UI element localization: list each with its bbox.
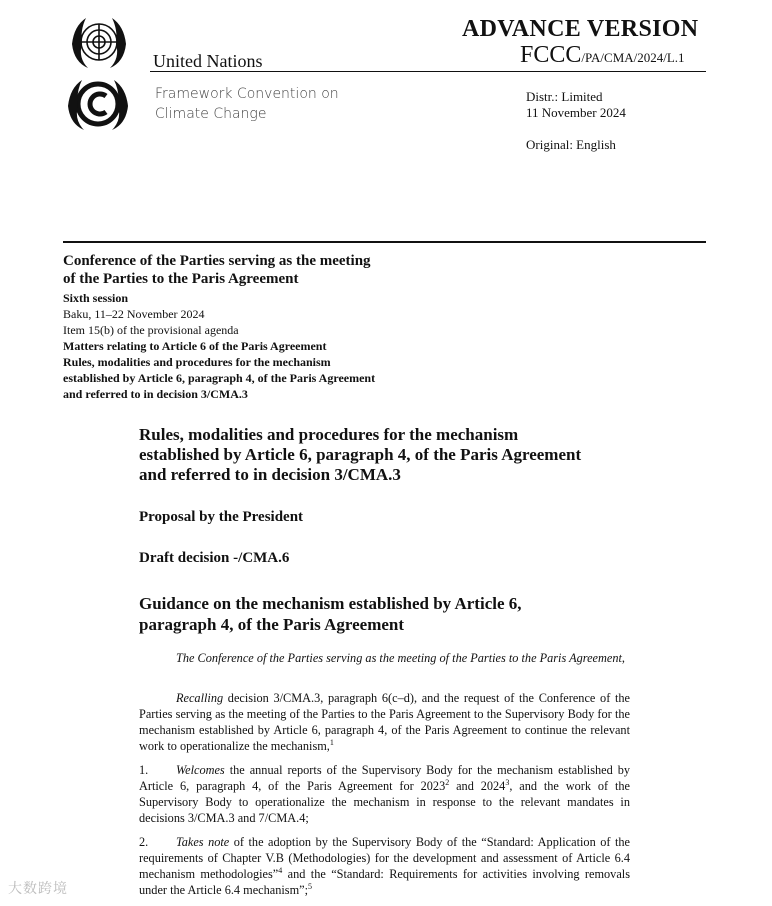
document-symbol: [520, 42, 685, 69]
convention-name-line2: Climate Change: [155, 106, 267, 122]
proposal-heading: Proposal by the President: [139, 509, 304, 525]
guidance-line2: paragraph 4, of the Paris Agreement: [139, 615, 405, 634]
preamble-paragraph: [139, 650, 630, 666]
document-date: 11 November 2024: [526, 105, 626, 120]
session: Sixth session: [63, 291, 129, 305]
paragraph-1-text: the annual reports of the Supervisory Body for the mechanism established by Article 6, paragraph 4, of the Paris Agreement for 2023: [139, 763, 630, 793]
footnote-ref: 3: [505, 777, 510, 787]
guidance-line1: Guidance on the mechanism established by Article 6,: [139, 594, 522, 613]
meeting-body: [63, 252, 371, 288]
unfccc-emblem-logo: [62, 74, 134, 138]
recalling-text: decision 3/CMA.3, paragraph 6(c–d), and the request of the Conference of the Parties serving as the meeting of the Parties to the Paris Agreement to the Supervisory Body for the mechanism established by Article 6, paragraph 4, of the Paris Agreement to continue the relevant work to operationalize the mechanism,: [139, 691, 630, 753]
org-name: United Nations: [153, 51, 263, 71]
title-line3: and referred to in decision 3/CMA.3: [139, 465, 401, 484]
footnote-ref: 2: [445, 777, 450, 787]
guidance-heading: [139, 593, 522, 635]
symbol-main: FCCC: [520, 42, 582, 68]
paragraph-2-italic: Takes note: [176, 835, 230, 849]
paragraph-1-text: , and the work of the Supervisory Body to operationalize the mechanism in response to the relevant mandates in decisions 3/CMA.3 and 7/CMA.4;: [139, 779, 631, 825]
meeting-body-line2: of the Parties to the Paris Agreement: [63, 271, 299, 287]
original-language: Original: English: [526, 137, 616, 152]
distribution: Distr.: Limited: [526, 89, 603, 104]
place-date: Baku, 11–22 November 2024: [63, 307, 205, 321]
section-divider: [63, 241, 706, 243]
title-line2: established by Article 6, paragraph 4, of the Paris Agreement: [139, 445, 582, 464]
watermark: 大数跨境: [8, 881, 68, 897]
symbol-suffix: /PA/CMA/2024/L.1: [581, 50, 685, 65]
meeting-body-line1: Conference of the Parties serving as the meeting: [63, 253, 371, 269]
title-line1: Rules, modalities and procedures for the mechanism: [139, 425, 519, 444]
agenda-item: Item 15(b) of the provisional agenda: [63, 323, 239, 337]
advance-version-label: ADVANCE VERSION: [462, 16, 699, 42]
paragraph-1-text: and 2024: [449, 779, 506, 793]
footnote-ref: 1: [329, 737, 334, 747]
draft-decision-heading: Draft decision -/CMA.6: [139, 550, 290, 566]
agenda-rules-line1: Rules, modalities and procedures for the mechanism: [63, 355, 331, 369]
recalling-paragraph: [139, 690, 630, 754]
preamble-italic: The Conference of the Parties serving as the meeting of the Parties to the Paris Agreement: [176, 651, 622, 665]
paragraph-2-text: and the “Standard: Requirements for activities involving removals under the Article 6.4 mechanism”;: [139, 867, 630, 897]
paragraph-2-text: of the adoption by the Supervisory Body of the “Standard: Application of the requirements of Chapter V.B (Methodologies) for the development and assessment of Article 6.4 mechanism methodologies”: [139, 835, 630, 881]
preamble-end: ,: [621, 651, 625, 665]
paragraph-1-italic: Welcomes: [176, 763, 225, 777]
paragraph-2: [139, 834, 630, 898]
recalling-italic: Recalling: [176, 691, 224, 705]
document-title: [139, 425, 639, 485]
paragraph-1: [139, 762, 630, 826]
convention-name-line1: Framework Convention on: [155, 86, 339, 102]
header-divider: [150, 71, 706, 72]
paragraph-number: 1.: [139, 763, 149, 777]
agenda-matters: Matters relating to Article 6 of the Paris Agreement: [63, 339, 327, 353]
paragraph-number: 2.: [139, 835, 149, 849]
footnote-ref: 5: [308, 881, 313, 891]
agenda-rules-line3: and referred to in decision 3/CMA.3: [63, 387, 248, 401]
un-emblem-logo: [64, 14, 134, 74]
footnote-ref: 4: [278, 865, 283, 875]
agenda-rules-line2: established by Article 6, paragraph 4, of the Paris Agreement: [63, 371, 376, 385]
